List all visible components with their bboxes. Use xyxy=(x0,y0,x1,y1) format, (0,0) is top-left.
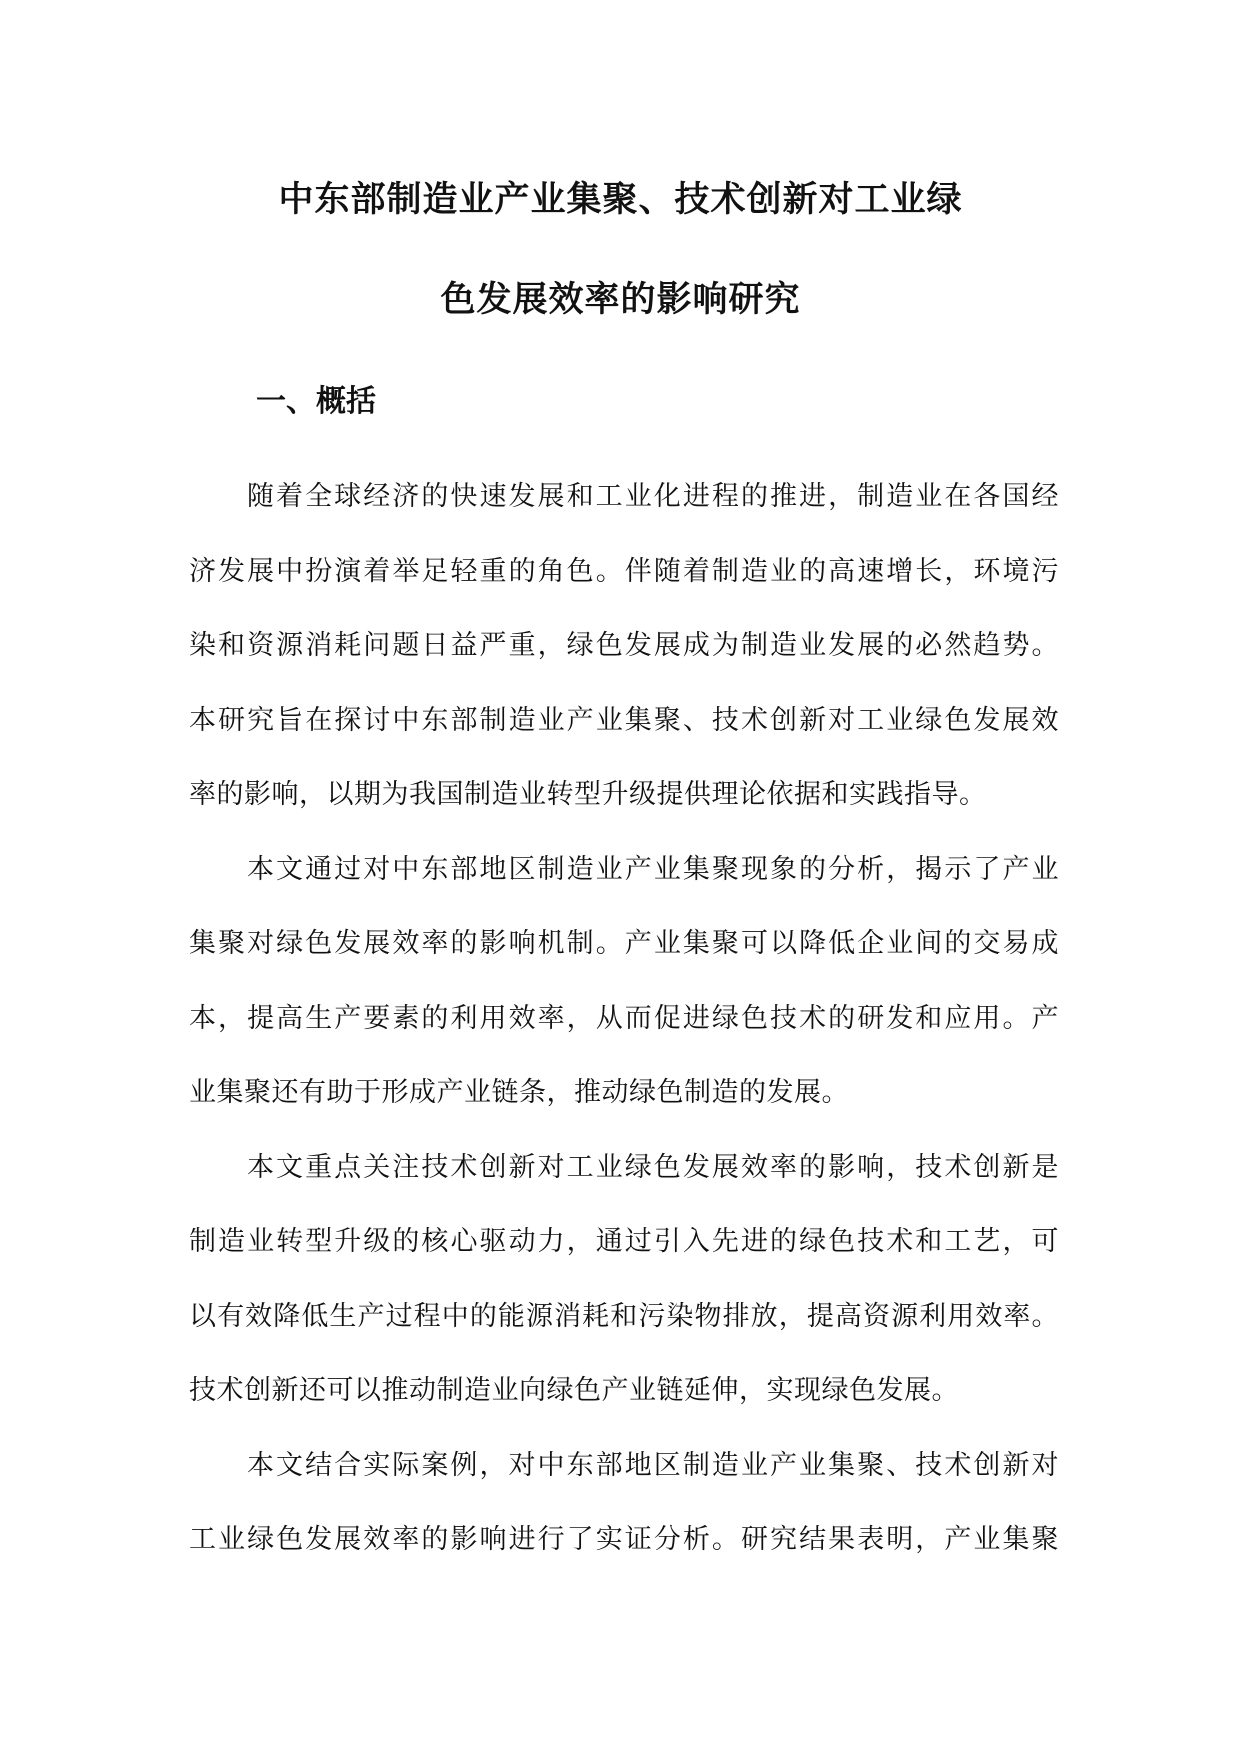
paragraph-line: 随着全球经济的快速发展和工业化进程的推进，制造业在各国经 xyxy=(247,481,1059,512)
paragraph-line: 技术创新还可以推动制造业向绿色产业链延伸，实现绿色发展。 xyxy=(189,1375,959,1406)
paragraph-line: 率的影响，以期为我国制造业转型升级提供理论依据和实践指导。 xyxy=(189,779,987,810)
paragraph-line: 本文重点关注技术创新对工业绿色发展效率的影响，技术创新是 xyxy=(247,1151,1059,1183)
paragraph-line: 工业绿色发展效率的影响进行了实证分析。研究结果表明，产业集聚 xyxy=(189,1524,1059,1555)
paragraph-line: 济发展中扮演着举足轻重的角色。伴随着制造业的高速增长，环境污 xyxy=(189,555,1059,587)
paragraph-line: 染和资源消耗问题日益严重，绿色发展成为制造业发展的必然趋势。 xyxy=(189,630,1059,661)
paragraph-line: 集聚对绿色发展效率的影响机制。产业集聚可以降低企业间的交易成 xyxy=(189,928,1059,959)
section-heading: 一、概括 xyxy=(256,384,376,419)
title-line-1: 中东部制造业产业集聚、技术创新对工业绿 xyxy=(278,180,963,220)
paragraph-line: 以有效降低生产过程中的能源消耗和污染物排放，提高资源利用效率。 xyxy=(189,1300,1059,1332)
document-title xyxy=(180,150,1061,350)
paragraph-line: 本文结合实际案例，对中东部地区制造业产业集聚、技术创新对 xyxy=(247,1449,1059,1481)
paragraph-line: 本文通过对中东部地区制造业产业集聚现象的分析，揭示了产业 xyxy=(247,853,1059,885)
paragraph-line: 本，提高生产要素的利用效率，从而促进绿色技术的研发和应用。产 xyxy=(189,1002,1059,1034)
body-text xyxy=(189,460,1059,1578)
paragraph-line: 制造业转型升级的核心驱动力，通过引入先进的绿色技术和工艺，可 xyxy=(189,1226,1059,1257)
paragraph-line: 本研究旨在探讨中东部制造业产业集聚、技术创新对工业绿色发展效 xyxy=(189,704,1059,736)
title-line-2: 色发展效率的影响研究 xyxy=(440,280,801,320)
paragraph-line: 业集聚还有助于形成产业链条，推动绿色制造的发展。 xyxy=(189,1077,849,1108)
